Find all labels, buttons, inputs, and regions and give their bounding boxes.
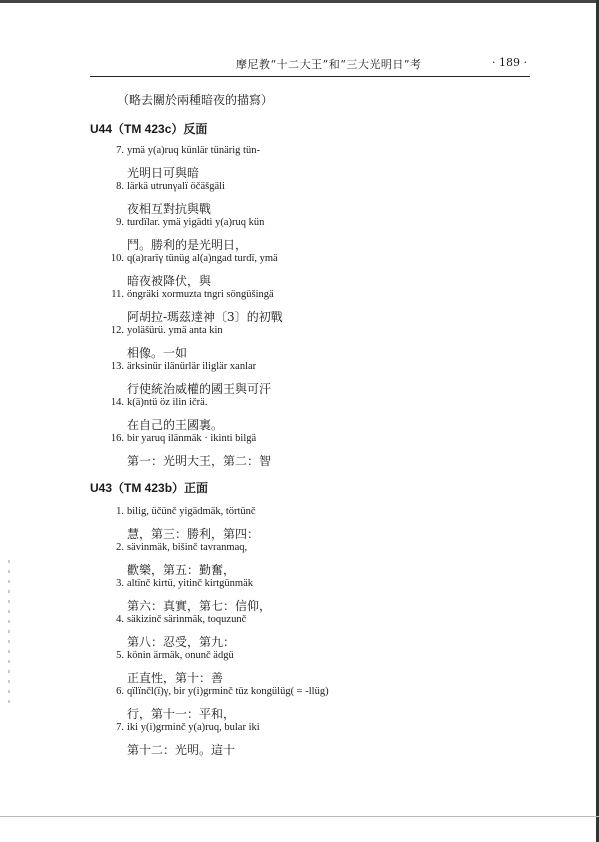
text-line	[100, 578, 520, 616]
transliteration: qïlïnčl(ï)γ, bir y(i)grminč tüz kongülüg( = -llüg)	[127, 686, 329, 697]
line-number: 8.	[116, 181, 124, 192]
line-number: 9.	[116, 217, 124, 228]
transliteration: öngräki xormuzta tngri söngüšingä	[127, 289, 274, 300]
chinese-translation: 第八：忍受，第九：	[127, 635, 236, 649]
text-line	[100, 397, 520, 435]
line-number: 7.	[116, 145, 124, 156]
chinese-translation: 慧，第三：勝利，第四：	[127, 527, 260, 541]
text-line	[100, 506, 520, 544]
chinese-translation: 第十二：光明。這十	[127, 743, 236, 757]
text-line	[100, 217, 520, 255]
text-line	[100, 181, 520, 219]
chinese-translation: 暗夜被降伏，與	[127, 274, 212, 288]
omission-note: （略去關於兩種暗夜的描寫）	[117, 93, 274, 107]
section-heading-u44: U44（TM 423c）反面	[90, 122, 208, 136]
text-line	[100, 145, 520, 183]
scan-edge-bottom	[0, 816, 599, 817]
transliteration: altïnč kirtü, yitinč kirtgünmäk	[127, 578, 253, 589]
chinese-translation: 第一：光明大王，第二：智	[127, 454, 272, 468]
chinese-translation: 鬥。勝利的是光明日，	[127, 238, 248, 252]
line-number: 14.	[110, 397, 124, 408]
line-number: 11.	[111, 289, 124, 300]
transliteration: könin ärmäk, onunč ädgü	[127, 650, 234, 661]
text-line	[100, 433, 520, 471]
transliteration: bir yaruq ilänmäk · ikinti bilgä	[127, 433, 257, 444]
running-head	[96, 56, 527, 72]
transliteration: säkizinč särinmäk, toquzunč	[127, 614, 247, 625]
chinese-translation: 正直性，第十：善	[127, 671, 224, 685]
transliteration: k(ä)ntü öz ilin ičrä.	[127, 397, 208, 408]
text-line	[100, 253, 520, 291]
line-number: 10.	[110, 253, 124, 264]
line-number: 5.	[116, 650, 124, 661]
running-title: 摩尼教“十二大王”和“三大光明日”考	[236, 58, 422, 71]
line-number: 2.	[116, 542, 124, 553]
chinese-translation: 夜相互對抗與戰	[127, 202, 212, 216]
chinese-translation: 光明日可與暗	[127, 166, 200, 180]
transliteration: turdïlar. ymä yigädti y(a)ruq kün	[127, 217, 265, 228]
text-line	[100, 289, 520, 327]
text-line	[100, 614, 520, 652]
chinese-translation: 在自己的王國裏。	[127, 418, 224, 432]
scan-margin-marks	[8, 560, 10, 710]
text-line	[100, 542, 520, 580]
transliteration: lärkä utrunγalï öčäšgäli	[127, 181, 225, 192]
line-number: 7.	[116, 722, 124, 733]
line-number: 13.	[110, 361, 124, 372]
transliteration: sävinmäk, bišinč tavranmaq,	[127, 542, 248, 553]
line-number: 12.	[110, 325, 124, 336]
line-number: 6.	[116, 686, 124, 697]
text-line	[100, 361, 520, 399]
line-number: 16.	[110, 433, 124, 444]
chinese-translation: 行，第十一：平和，	[127, 707, 236, 721]
transliteration: iki y(i)grminč y(a)ruq, bular iki	[127, 722, 260, 733]
line-number: 3.	[116, 578, 124, 589]
transliteration: ymä y(a)ruq künlär tünärig tün-	[127, 145, 260, 156]
page-number: · 189 ·	[492, 56, 527, 69]
text-line	[100, 686, 520, 724]
chinese-translation: 相像。一如	[127, 346, 188, 360]
line-number: 1.	[116, 506, 124, 517]
transliteration: ärksinür ilänürlär iliglär xanlar	[127, 361, 257, 372]
transliteration: yoläšürü. ymä anta kin	[127, 325, 223, 336]
section-heading-u43: U43（TM 423b）正面	[90, 481, 209, 495]
chinese-translation: 歡樂，第五：勤奮，	[127, 563, 236, 577]
chinese-translation: 阿胡拉-瑪茲達神〔3〕的初戰	[127, 310, 283, 324]
chinese-translation: 行使統治威權的國王與可汗	[127, 382, 272, 396]
chinese-translation: 第六：真實，第七：信仰，	[127, 599, 272, 613]
text-line	[100, 650, 520, 688]
line-number: 4.	[116, 614, 124, 625]
header-rule	[90, 76, 530, 77]
transliteration: bilig, üčünč yigädmäk, törtünč	[127, 506, 256, 517]
text-line	[100, 325, 520, 363]
scan-edge-top	[0, 0, 599, 3]
text-line	[100, 722, 520, 760]
transliteration: q(a)rarïγ tünüg al(a)ngad turdï, ymä	[127, 253, 278, 264]
